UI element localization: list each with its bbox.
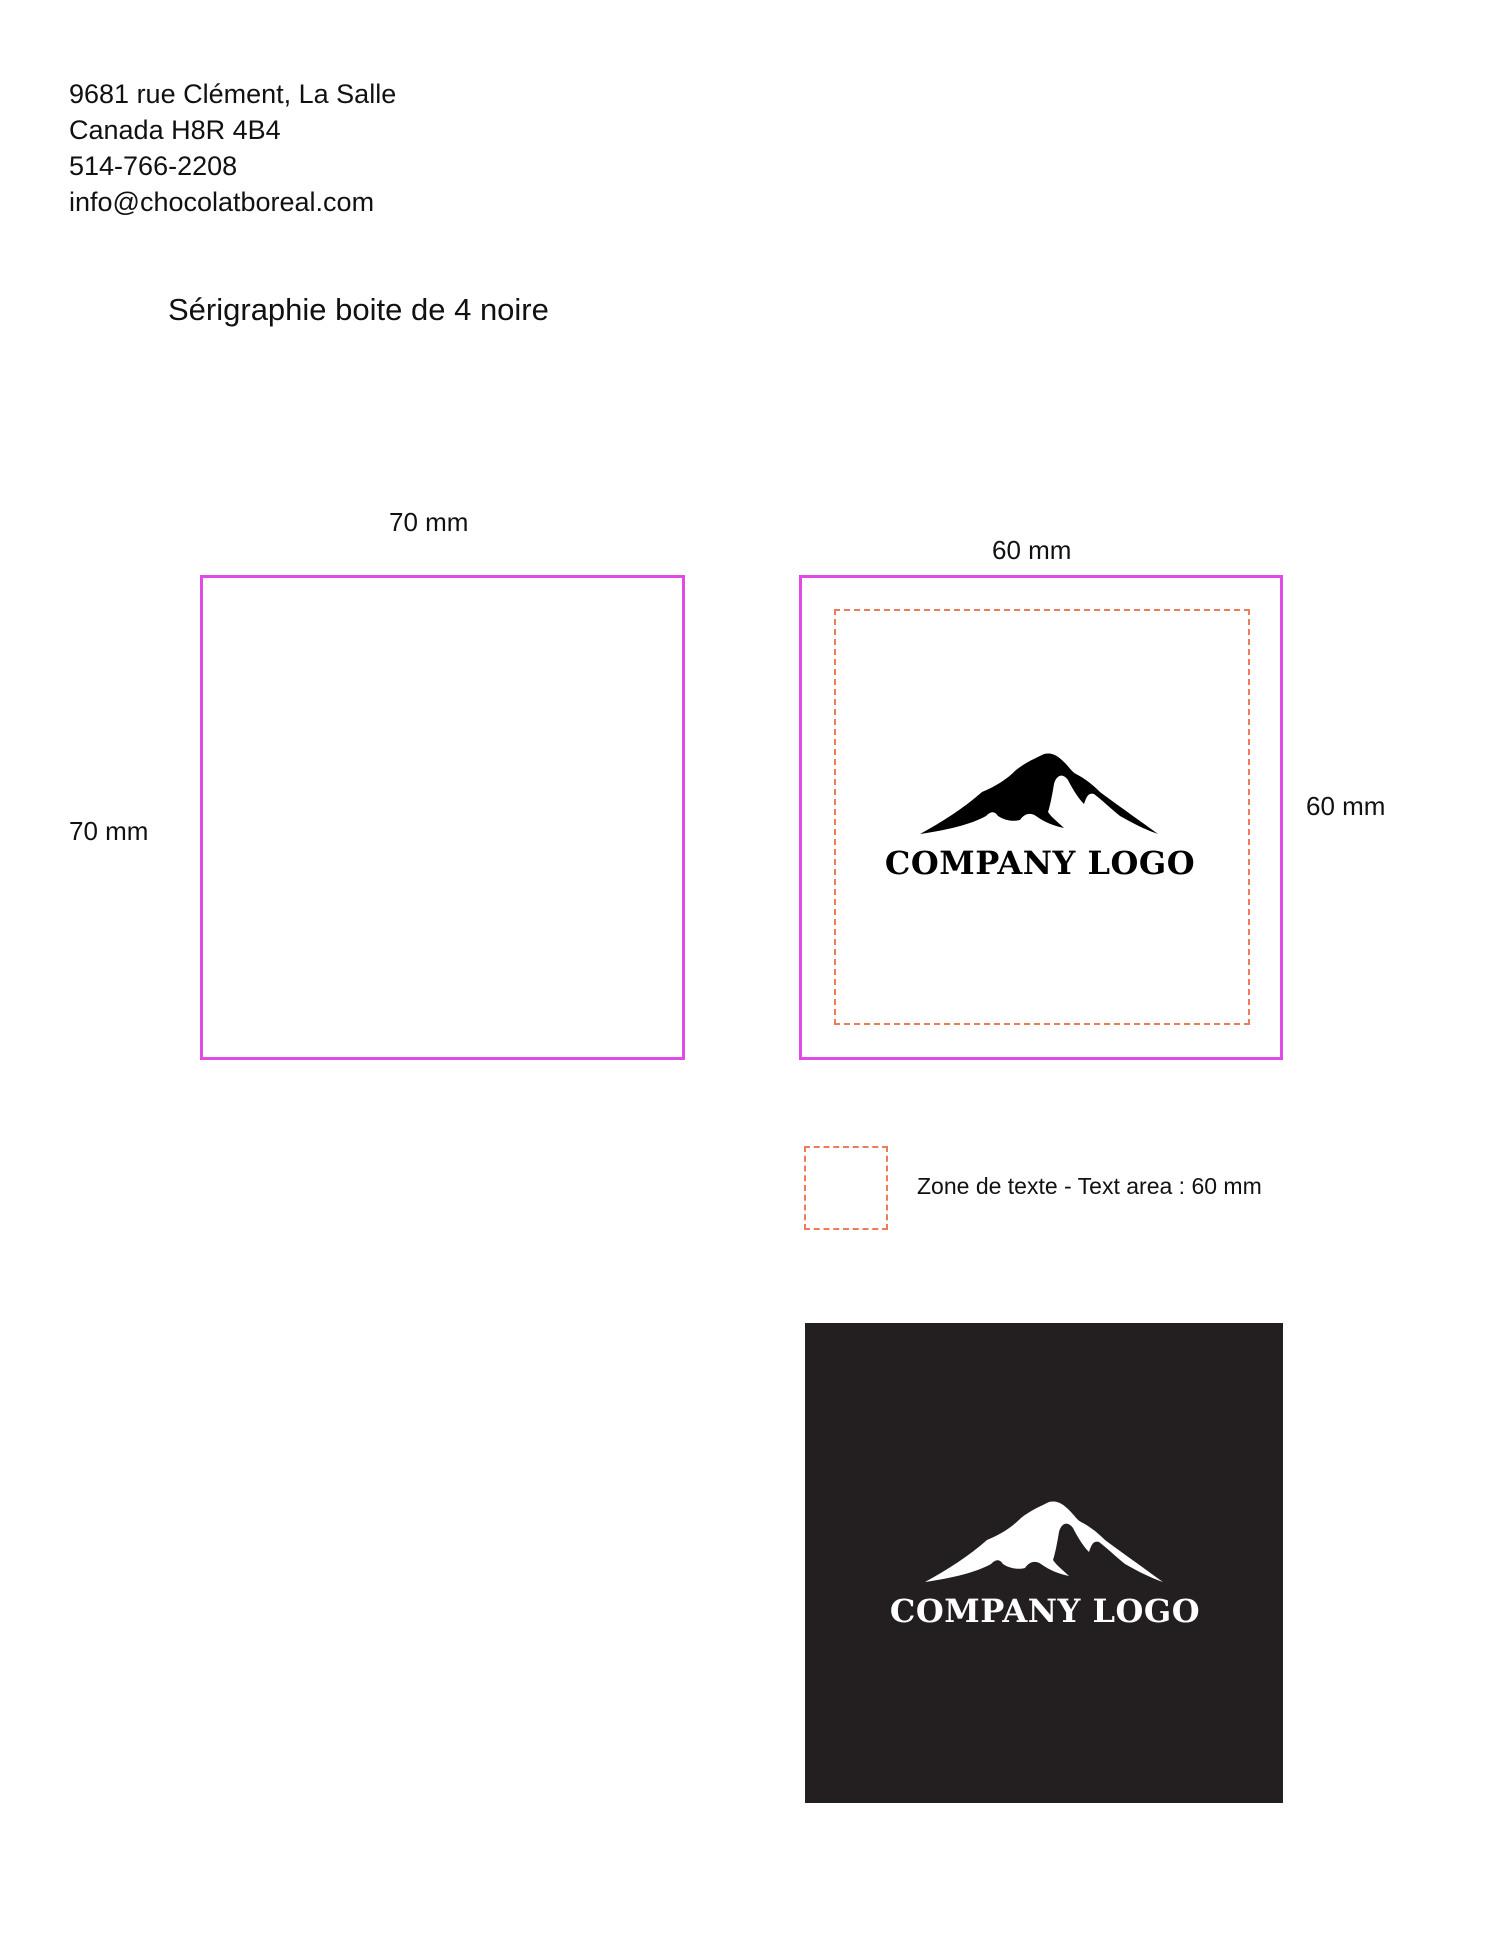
- print-area-height-label: 60 mm: [1306, 791, 1386, 821]
- box-height-label: 70 mm: [69, 816, 149, 846]
- box-width-label: 70 mm: [389, 507, 469, 537]
- company-logo-text: COMPANY LOGO: [884, 844, 1196, 882]
- company-logo-dark: [885, 1498, 1205, 1630]
- box-outline-70mm: [200, 575, 685, 1060]
- company-logo-light: [880, 750, 1200, 882]
- print-area-width-label: 60 mm: [992, 535, 1072, 565]
- mountain-icon: [923, 1498, 1167, 1584]
- company-logo-text-dark: COMPANY LOGO: [889, 1592, 1201, 1630]
- address-country-postal: Canada H8R 4B4: [69, 115, 281, 145]
- address-email: info@chocolatboreal.com: [69, 187, 375, 217]
- address-street: 9681 rue Clément, La Salle: [69, 79, 397, 109]
- address-phone: 514-766-2208: [69, 151, 238, 181]
- page-title: Sérigraphie boite de 4 noire: [168, 292, 549, 327]
- dark-box-preview: [805, 1323, 1283, 1803]
- mountain-icon: [920, 750, 1160, 836]
- legend-text-area-swatch: [804, 1146, 888, 1230]
- legend-text-area-label: Zone de texte - Text area : 60 mm: [917, 1173, 1262, 1199]
- address-block: [69, 76, 396, 220]
